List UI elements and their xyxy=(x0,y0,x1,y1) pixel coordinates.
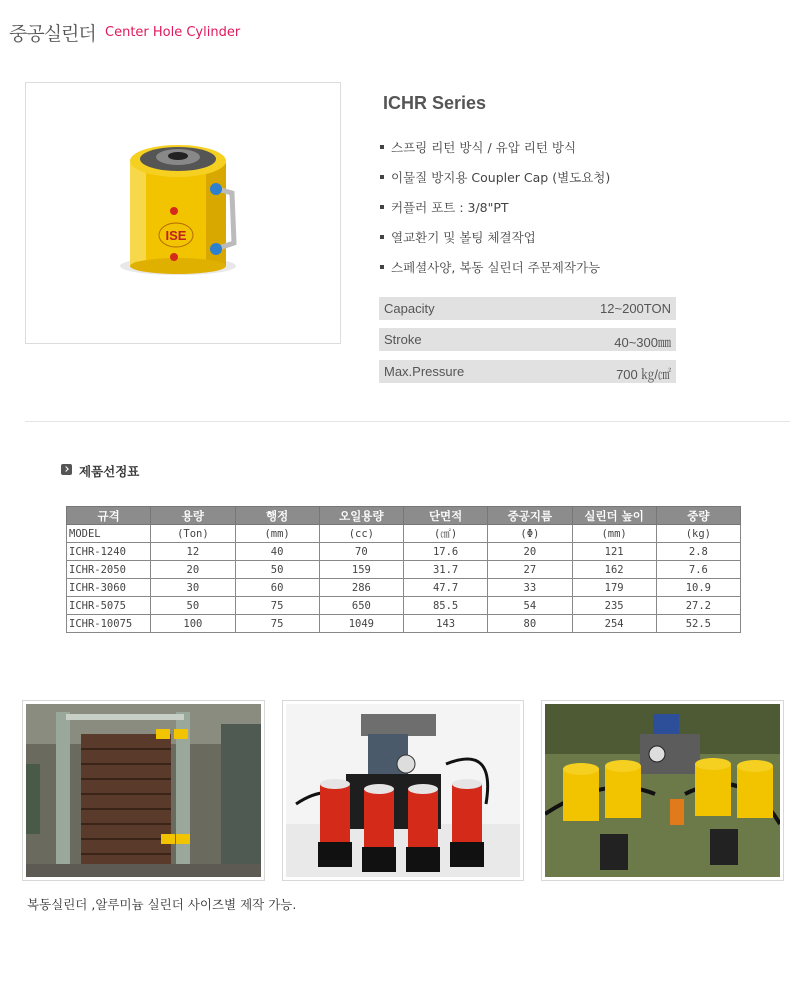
gallery-photo-heat-exchanger xyxy=(22,700,265,881)
table-header-row xyxy=(67,507,741,525)
selection-table xyxy=(66,506,741,633)
table-units-row xyxy=(67,525,741,543)
gallery-photo-red-cylinders xyxy=(282,700,524,881)
table-cell: 60 xyxy=(235,579,319,597)
cylinder-logo: ISE xyxy=(165,228,187,243)
spec-value: 12~200TON xyxy=(600,301,671,316)
feature-item: 스프링 리턴 방식 / 유압 리턴 방식 xyxy=(380,138,610,168)
table-cell: 20 xyxy=(488,543,572,561)
table-cell: 159 xyxy=(319,561,403,579)
arrow-right-icon xyxy=(61,464,72,475)
table-cell: 52.5 xyxy=(656,615,740,633)
table-cell: 31.7 xyxy=(404,561,488,579)
feature-item: 커플러 포트 : 3/8"PT xyxy=(380,198,610,228)
feature-item: 열교환기 및 볼팅 체결작업 xyxy=(380,228,610,258)
table-cell: (mm) xyxy=(235,525,319,543)
product-photo xyxy=(25,82,341,344)
table-cell: 179 xyxy=(572,579,656,597)
table-cell: ICHR-5075 xyxy=(67,597,151,615)
table-cell: MODEL xyxy=(67,525,151,543)
table-cell: 54 xyxy=(488,597,572,615)
table-cell: 17.6 xyxy=(404,543,488,561)
table-cell: (Ton) xyxy=(151,525,235,543)
spec-value: 700 ㎏/㎠ xyxy=(616,367,671,382)
table-cell: (cc) xyxy=(319,525,403,543)
table-header: 오일용량 xyxy=(319,507,403,525)
spec-label: Max.Pressure xyxy=(384,364,465,379)
spec-max-pressure xyxy=(379,360,676,383)
spec-label: Capacity xyxy=(384,301,435,316)
table-cell: 27.2 xyxy=(656,597,740,615)
feature-list xyxy=(380,138,610,288)
table-cell: 27 xyxy=(488,561,572,579)
table-cell: 75 xyxy=(235,615,319,633)
spec-label: Stroke xyxy=(384,332,422,347)
series-title: ICHR Series xyxy=(383,93,487,113)
table-cell: 80 xyxy=(488,615,572,633)
title-korean: 중공실린더 xyxy=(9,23,96,45)
table-row xyxy=(67,615,741,633)
table-cell: 85.5 xyxy=(404,597,488,615)
table-cell: 2.8 xyxy=(656,543,740,561)
table-cell: 40 xyxy=(235,543,319,561)
table-cell: ICHR-1240 xyxy=(67,543,151,561)
table-cell: 20 xyxy=(151,561,235,579)
table-cell: (Φ) xyxy=(488,525,572,543)
section-title: 제품선정표 xyxy=(79,464,140,479)
spec-stroke xyxy=(379,328,676,351)
spec-value: 40~300㎜ xyxy=(614,335,671,350)
table-cell: 30 xyxy=(151,579,235,597)
table-cell: 47.7 xyxy=(404,579,488,597)
table-cell: 7.6 xyxy=(656,561,740,579)
table-header: 규격 xyxy=(67,507,151,525)
table-header: 용량 xyxy=(151,507,235,525)
table-cell: (kg) xyxy=(656,525,740,543)
table-cell: 70 xyxy=(319,543,403,561)
gallery-photo-yellow-cylinders xyxy=(541,700,784,881)
table-header: 단면적 xyxy=(404,507,488,525)
table-cell: 50 xyxy=(235,561,319,579)
table-header: 중공지름 xyxy=(488,507,572,525)
gallery-caption: 복동실린더 ,알루미늄 실린더 사이즈별 제작 가능. xyxy=(27,897,297,912)
table-row xyxy=(67,561,741,579)
table-cell: 50 xyxy=(151,597,235,615)
table-row xyxy=(67,543,741,561)
spec-capacity xyxy=(379,297,676,320)
table-row xyxy=(67,597,741,615)
table-cell: 33 xyxy=(488,579,572,597)
table-cell: 12 xyxy=(151,543,235,561)
section-divider xyxy=(25,421,790,422)
table-cell: 143 xyxy=(404,615,488,633)
table-cell: (㎠) xyxy=(404,525,488,543)
table-header: 실린더 높이 xyxy=(572,507,656,525)
table-cell: 75 xyxy=(235,597,319,615)
table-cell: 235 xyxy=(572,597,656,615)
table-cell: 100 xyxy=(151,615,235,633)
table-cell: 254 xyxy=(572,615,656,633)
table-cell: (mm) xyxy=(572,525,656,543)
title-english: Center Hole Cylinder xyxy=(105,25,241,40)
table-cell: 1049 xyxy=(319,615,403,633)
table-cell: ICHR-10075 xyxy=(67,615,151,633)
table-header: 중량 xyxy=(656,507,740,525)
table-row xyxy=(67,579,741,597)
table-cell: ICHR-2050 xyxy=(67,561,151,579)
table-header: 행정 xyxy=(235,507,319,525)
table-cell: 121 xyxy=(572,543,656,561)
table-cell: 10.9 xyxy=(656,579,740,597)
table-cell: 162 xyxy=(572,561,656,579)
feature-item: 이물질 방지용 Coupler Cap (별도요청) xyxy=(380,168,610,198)
table-cell: 650 xyxy=(319,597,403,615)
feature-item: 스페셜사양, 복동 실린더 주문제작가능 xyxy=(380,258,610,288)
table-cell: ICHR-3060 xyxy=(67,579,151,597)
table-cell: 286 xyxy=(319,579,403,597)
